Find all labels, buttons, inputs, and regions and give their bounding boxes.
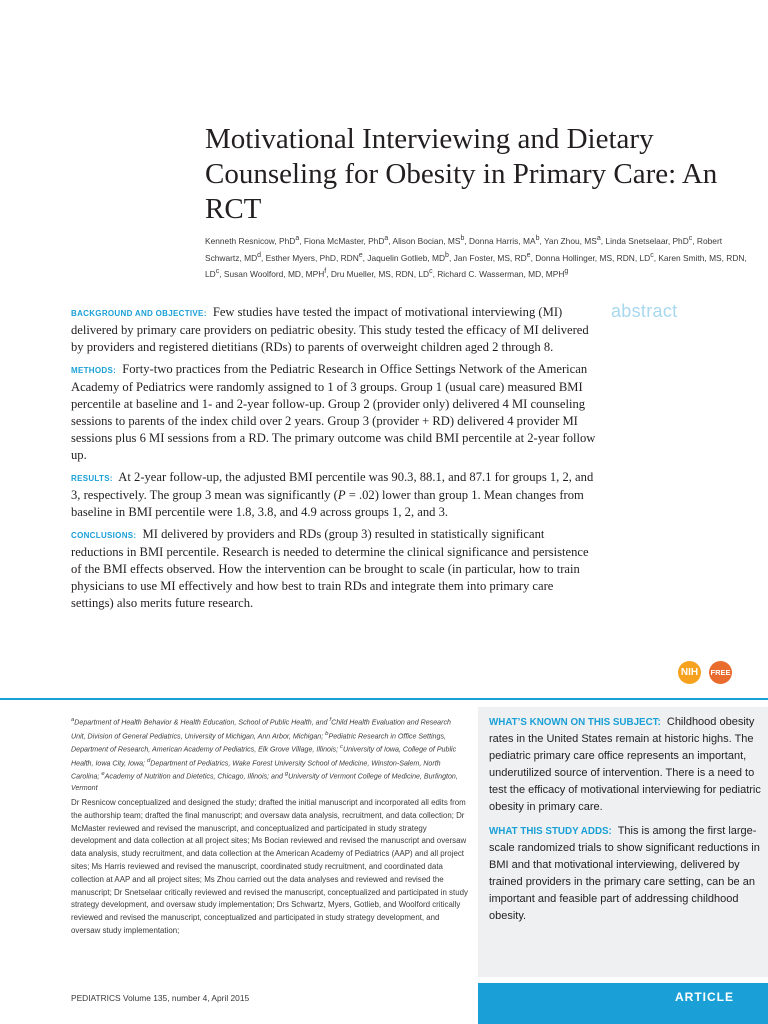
results-text: At 2-year follow-up, the adjusted BMI percentile was 90.3, 88.1, and 87.1 for groups 1, 2, and 3, respectively. The group 3 mean was significantly (P = .02) lower than group 1. Mean changes from baseline in BMI percentile were 1.8, 3.8, and 4.9 across groups 1, 2, and 3. — [71, 470, 594, 519]
nih-badge[interactable]: NIH — [678, 661, 701, 684]
background-text: Few studies have tested the impact of motivational interviewing (MI) delivered by primary care providers on pediatric obesity. This study tested the efficacy of MI delivered by providers and registered dietitians (RDs) to parents of overweight children aged 2 through 8. — [71, 305, 589, 354]
whats-known-text: Childhood obesity rates in the United States remain at historic highs. The pediatric primary care office represents an important, underutilized source of intervention. There is a need to test the efficacy of motivational interviewing for pediatric obesity in primary care. — [489, 716, 761, 814]
article-type-bar — [478, 983, 768, 1024]
article-type-label: ARTICLE — [675, 990, 734, 1004]
abstract-conclusions — [71, 526, 599, 612]
what-study-adds-text: This is among the first large-scale randomized trials to show significant reductions in BMI and that motivational interviewing, delivered by trained providers in the primary care setting, can be an important and feasible part of addressing childhood obesity. — [489, 824, 760, 923]
summary-text — [489, 714, 761, 931]
journal-footer: PEDIATRICS Volume 135, number 4, April 2015 — [71, 993, 250, 1003]
article-title: Motivational Interviewing and Dietary Counseling for Obesity in Primary Care: An RCT — [205, 123, 718, 225]
what-study-adds-heading: WHAT THIS STUDY ADDS: — [489, 825, 612, 837]
abstract-methods — [71, 361, 599, 464]
abstract-body — [71, 304, 599, 617]
methods-text: Forty-two practices from the Pediatric Research in Office Settings Network of the American Academy of Pediatrics were randomly assigned to 1 of 3 groups. Group 1 (usual care) measured BMI percentile at baseline and 1- and 2-year follow-up. Group 2 (provider only) delivered 4 MI counseling sessions to parents of the index child over 2 years. Group 3 (provider + RD) delivered 4 provider MI sessions plus 6 MI sessions from a RD. The primary outcome was child BMI percentile at 2-year follow up. — [71, 362, 596, 462]
affiliations: $^a$Department of Health Behavior & Health Education, School of Public Health, and $^f$Child Health Evaluation and Research Unit, Division of General Pediatrics, University of Michigan, Ann Arbor, Michigan; $^b$Pediatric Research in Office Settings, Department of Research, American Academy of Pediatrics, Elk Grove Village, Illinois; $^c$University of Iowa, College of Public Health, Iowa City, Iowa; $^d$Department of Pediatrics, Wake Forest University School of Medicine, Winston-Salem, North Carolina; $^e$Academy of Nutrition and Dietetics, Chicago, Illinois; and $^g$University of Vermont College of Medicine, Burlington, Vermont — [71, 717, 458, 792]
abstract-results — [71, 469, 599, 521]
section-divider — [0, 698, 768, 700]
what-study-adds — [489, 823, 761, 926]
conclusions-heading: CONCLUSIONS: — [71, 531, 137, 540]
abstract-background — [71, 304, 599, 356]
background-heading: BACKGROUND AND OBJECTIVE: — [71, 309, 207, 318]
abstract-label: abstract — [611, 301, 678, 321]
conclusions-text: MI delivered by providers and RDs (group 3) resulted in statistically significant reductions in BMI percentile. Research is needed to determine the clinical significance and persistence of the BMI effects observed. How the intervention can be brought to scale (in particular, how to train physicians to use MI effectively and how best to train RDs and integrate them into primary care settings) also merits future research. — [71, 527, 589, 610]
author-contributions: Dr Resnicow conceptualized and designed the study; drafted the initial manuscript and incorporated all edits from the authorship team; drafted the final manuscript; and oversaw data analysis, recruitment, and data collection; Dr McMaster reviewed and revised the manuscript, and conceptualized and participated in study strategy development and data collection at all project sites; Ms Bocian reviewed and revised the manuscript and oversaw data analysis, study recruitment, and data collection at the American Academy of Pediatrics (AAP) and all project sites; Ms Harris reviewed and revised the manuscript, coordinated study recruitment, and coordinated data collection at AAP and all project sites; Ms Zhou carried out the data analyses and reviewed and revised the manuscript; Dr Snetselaar critically reviewed and revised the manuscript, conceptualized and participated in study strategy development, and oversaw study implementation; Drs Schwartz, Myers, Gotlieb, and Woolford critically reviewed and revised the manuscript, conceptualized and participated in study strategy development, and oversaw study implementation; — [71, 798, 468, 935]
whats-known — [489, 714, 761, 817]
whats-known-heading: WHAT’S KNOWN ON THIS SUBJECT: — [489, 717, 661, 728]
free-badge[interactable]: FREE — [709, 661, 732, 684]
methods-heading: METHODS: — [71, 366, 117, 375]
results-heading: RESULTS: — [71, 474, 113, 483]
author-list: Kenneth Resnicow, PhD$^a$, Fiona McMaster, PhD$^a$, Alison Bocian, $MS^b$, Donna Harris, $MA^b$, Yan Zhou, $MS^a$, Linda Snetselaar, PhD$^c$, Robert Schwartz, $MD^d$, Esther Myers, PhD, RDN$^e$, Jaquelin Gotlieb, $MD^b$, Jan Foster, MS, $RD^e$, Donna Hollinger, MS, RDN, $LD^c$, Karen Smith, MS, RDN, $LD^c$, Susan Woolford, MD, MPH$^f$, Dru Mueller, MS, RDN, $LD^c$, Richard C. Wasserman, MD, MPH$^g$ — [205, 235, 747, 279]
